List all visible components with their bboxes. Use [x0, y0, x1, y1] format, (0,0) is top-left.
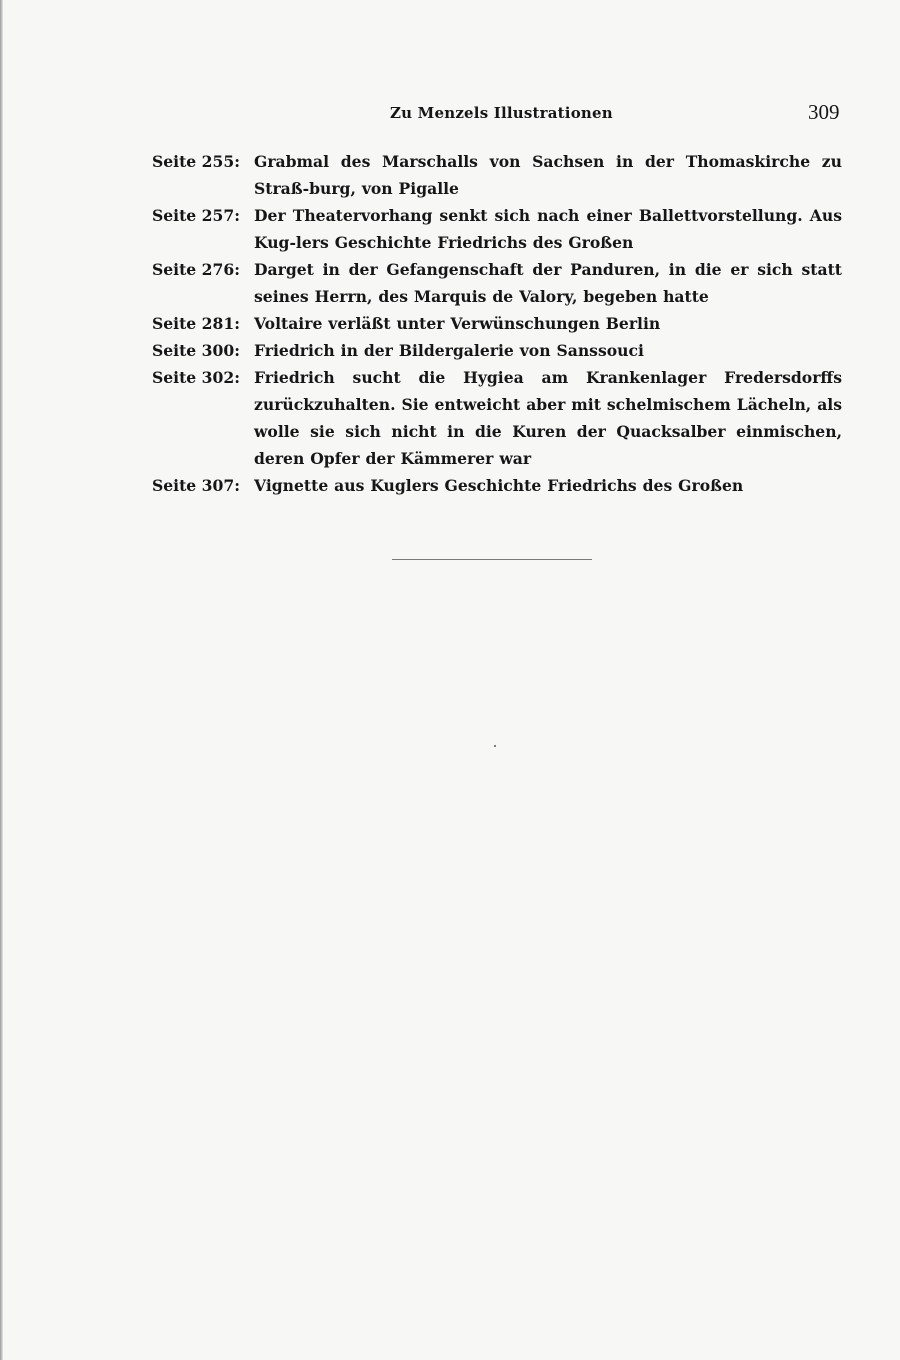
entry-page-ref: Seite 307:	[152, 476, 240, 495]
list-item	[152, 310, 842, 337]
entry-page-ref: Seite 302:	[152, 368, 240, 387]
paper-speck	[494, 745, 496, 747]
entry-description: Voltaire verläßt unter Verwünschungen Berlin	[254, 314, 661, 333]
entry-description: Darget in der Gefangenschaft der Panduren, in die er sich statt seines Herrn, des Marquis de Valory, begeben hatte	[254, 260, 842, 306]
page-edge-shadow	[0, 0, 3, 1360]
list-item	[152, 148, 842, 202]
entry-page-ref: Seite 300:	[152, 341, 240, 360]
entry-description: Vignette aus Kuglers Geschichte Friedrichs des Großen	[254, 476, 744, 495]
illustration-list	[152, 148, 842, 499]
section-divider-rule	[392, 559, 592, 560]
list-item	[152, 202, 842, 256]
entry-description: Friedrich sucht die Hygiea am Krankenlager Fredersdorffs zurückzuhalten. Sie entweicht aber mit schelmischem Lächeln, als wolle sie sich nicht in die Kuren der Quacksalber einmischen, deren Opfer der Kämmerer war	[254, 368, 842, 468]
list-item	[152, 337, 842, 364]
running-title: Zu Menzels Illustrationen	[390, 104, 613, 122]
entry-description: Der Theatervorhang senkt sich nach einer Ballettvorstellung. Aus Kug-lers Geschichte Friedrichs des Großen	[254, 206, 842, 252]
entry-page-ref: Seite 257:	[152, 206, 240, 225]
list-item	[152, 364, 842, 472]
entry-description: Grabmal des Marschalls von Sachsen in der Thomaskirche zu Straß-burg, von Pigalle	[254, 152, 842, 198]
entry-page-ref: Seite 255:	[152, 152, 240, 171]
running-head	[0, 100, 900, 130]
entry-page-ref: Seite 276:	[152, 260, 240, 279]
page-number: 309	[808, 100, 840, 124]
entry-page-ref: Seite 281:	[152, 314, 240, 333]
entry-description: Friedrich in der Bildergalerie von Sanssouci	[254, 341, 644, 360]
list-item	[152, 472, 842, 499]
list-item	[152, 256, 842, 310]
